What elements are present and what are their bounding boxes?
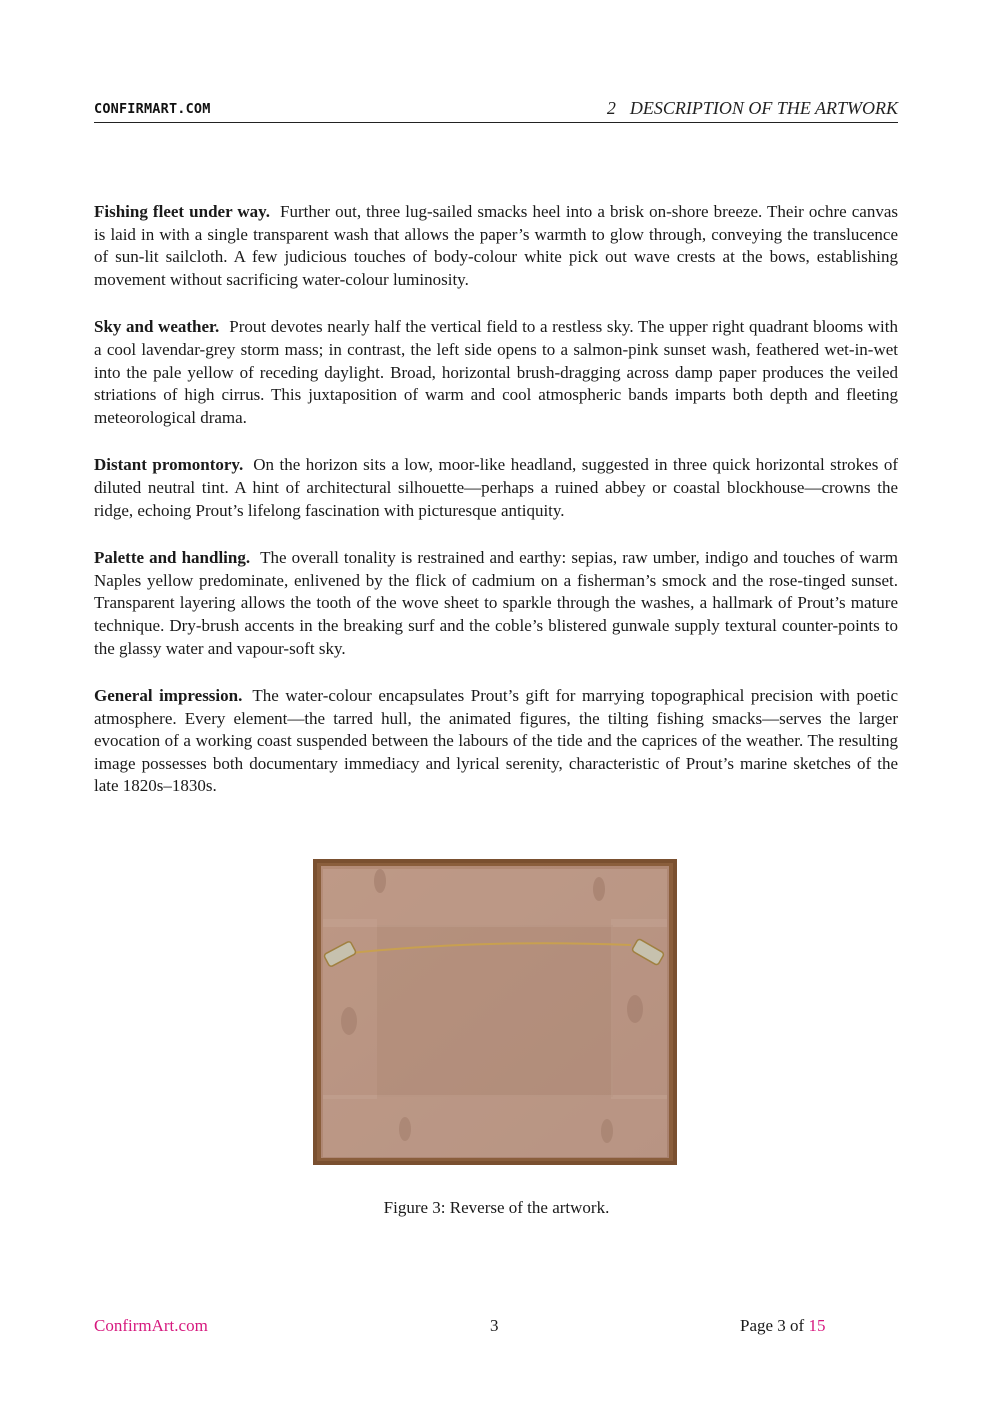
- paragraph-title: Sky and weather.: [94, 317, 220, 337]
- footer-page-count: [740, 1316, 825, 1336]
- footer-site-link[interactable]: ConfirmArt.com: [94, 1316, 208, 1335]
- paragraph-palette-handling: [94, 547, 898, 660]
- paragraph-title: Palette and handling.: [94, 548, 251, 568]
- paragraph-text: The water-colour encapsulates Prout’s gift for marrying topographical precision with poetic atmosphere. Every element—the tarred hull, the animated figures, the tilting fishing smacks—serves the larger evocation of a working coast suspended between the labours of the tide and the caprices of the weather. The resulting image possesses both documentary immediacy and lyrical serenity, characteristic of Prout’s marine sketches of the late 1820s–1830s.: [94, 686, 898, 796]
- paragraph-title: Distant promontory.: [94, 455, 244, 475]
- artwork-reverse-image: [313, 859, 677, 1165]
- paragraph-text: The overall tonality is restrained and earthy: sepias, raw umber, indigo and touches of warm Naples yellow predominate, enlivened by the flick of cadmium on a fisherman’s smock and the rose-tinged sunset. Transparent layering allows the tooth of the wove sheet to sparkle through the washes, a hallmark of Prout’s mature technique. Dry-brush accents in the breaking surf and the coble’s blistered gunwale supply textural counter-points to the glassy water and vapour-soft sky.: [94, 548, 898, 658]
- paragraph-distant-promontory: [94, 454, 898, 522]
- body-text: [94, 201, 898, 823]
- paragraph-title: General impression.: [94, 686, 243, 706]
- site-logo: CONFIRMART.COM: [94, 101, 211, 117]
- artwork-reverse-photo: [313, 859, 677, 1165]
- paragraph-sky-weather: [94, 316, 898, 429]
- page-label: Page 3 of: [740, 1316, 805, 1335]
- section-number: 2: [606, 98, 616, 118]
- tape-bottom: [323, 1095, 667, 1157]
- paragraph-text: Prout devotes nearly half the vertical field to a restless sky. The upper right quadrant blooms with a cool lavendar-grey storm mass; in contrast, the left side opens to a salmon-pink sunset wash, feathered wet-in-wet into the pale yellow of receding daylight. Broad, horizontal brush-dragging across damp paper produces the veiled striations of high cirrus. This juxtaposition of warm and cool atmospheric bands imparts both depth and fleeting meteorological drama.: [94, 317, 898, 427]
- paragraph-title: Fishing fleet under way.: [94, 202, 270, 221]
- footer-page-number: 3: [490, 1316, 499, 1335]
- paragraph-fishing-fleet: [94, 201, 898, 291]
- total-pages-link[interactable]: 15: [808, 1316, 826, 1335]
- paragraph-general-impression: [94, 685, 898, 798]
- figure-caption: Figure 3: Reverse of the artwork.: [383, 1198, 610, 1217]
- running-head: [607, 98, 898, 119]
- section-title: DESCRIPTION OF THE ARTWORK: [629, 98, 898, 118]
- paragraph-text: On the horizon sits a low, moor-like headland, suggested in three quick horizontal strokes of diluted neutral tint. A hint of architectural silhouette—perhaps a ruined abbey or coastal blockhouse—crowns the ridge, echoing Prout’s lifelong fascination with picturesque antiquity.: [94, 455, 898, 520]
- paragraph-text: Further out, three lug-sailed smacks heel into a brisk on-shore breeze. Their ochre canvas is laid in with a single transparent wash that allows the paper’s warmth to glow through, conveying the translucence of sun-lit sailcloth. A few judicious touches of body-colour white pick out wave crests at the bows, establishing movement without sacrificing water-colour luminosity.: [94, 202, 899, 289]
- page-header: [94, 98, 898, 123]
